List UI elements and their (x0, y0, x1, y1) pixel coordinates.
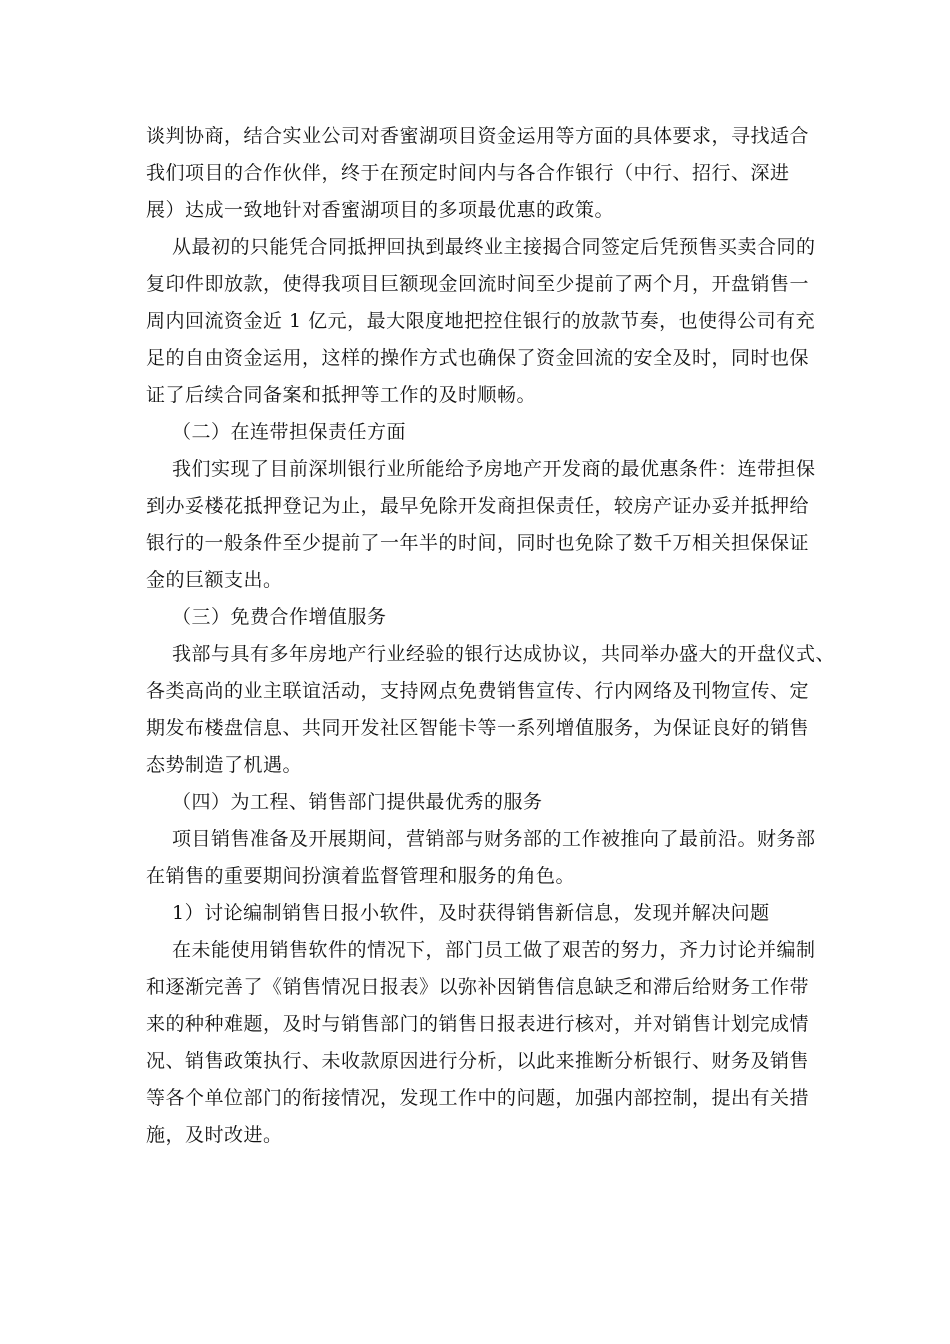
paragraph-line: 等各个单位部门的衔接情况，发现工作中的问题，加强内部控制，提出有关措 (146, 1087, 810, 1109)
paragraph-line: 来的种种难题，及时与销售部门的销售日报表进行核对，并对销售计划完成情 (146, 1013, 810, 1035)
paragraph-line: 谈判协商，结合实业公司对香蜜湖项目资金运用等方面的具体要求，寻找适合 (146, 125, 810, 147)
paragraph-line: 我们项目的合作伙伴，终于在预定时间内与各合作银行（中行、招行、深进 (146, 162, 790, 184)
paragraph-line: 金的巨额支出。 (146, 569, 283, 591)
paragraph-line: 从最初的只能凭合同抵押回执到最终业主接揭合同签定后凭预售买卖合同的 (172, 236, 816, 258)
paragraph-line: 我部与具有多年房地产行业经验的银行达成协议，共同举办盛大的开盘仪式、 (172, 643, 836, 665)
paragraph-line: 展）达成一致地针对香蜜湖项目的多项最优惠的政策。 (146, 199, 615, 221)
paragraph-line: 我们实现了目前深圳银行业所能给予房地产开发商的最优惠条件：连带担保 (172, 458, 816, 480)
paragraph-line: 各类高尚的业主联谊活动，支持网点免费销售宣传、行内网络及刊物宣传、定 (146, 680, 810, 702)
paragraph-line: 银行的一般条件至少提前了一年半的时间，同时也免除了数千万相关担保保证 (146, 532, 810, 554)
paragraph-line: 在未能使用销售软件的情况下，部门员工做了艰苦的努力，齐力讨论并编制 (172, 939, 816, 961)
paragraph-line: 期发布楼盘信息、共同开发社区智能卡等一系列增值服务，为保证良好的销售 (146, 717, 810, 739)
paragraph-line: 足的自由资金运用，这样的操作方式也确保了资金回流的安全及时，同时也保 (146, 347, 810, 369)
paragraph-line: 和逐渐完善了《销售情况日报表》以弥补因销售信息缺乏和滞后给财务工作带 (146, 976, 810, 998)
paragraph-line: 周内回流资金近 1 亿元，最大限度地把控住银行的放款节奏，也使得公司有充 (146, 310, 816, 332)
paragraph-line: 到办妥楼花抵押登记为止，最早免除开发商担保责任，较房产证办妥并抵押给 (146, 495, 810, 517)
paragraph-line: 况、销售政策执行、未收款原因进行分析，以此来推断分析银行、财务及销售 (146, 1050, 810, 1072)
paragraph-line: 态势制造了机遇。 (146, 754, 303, 776)
section-heading: （三）免费合作增值服务 (172, 606, 387, 628)
section-heading: （二）在连带担保责任方面 (172, 421, 407, 443)
subsection-heading: 1）讨论编制销售日报小软件，及时获得销售新信息，发现并解决问题 (172, 902, 770, 924)
paragraph-line: 复印件即放款，使得我项目巨额现金回流时间至少提前了两个月，开盘销售一 (146, 273, 810, 295)
paragraph-line: 施，及时改进。 (146, 1124, 283, 1146)
paragraph-line: 项目销售准备及开展期间，营销部与财务部的工作被推向了最前沿。财务部 (172, 828, 816, 850)
paragraph-line: 在销售的重要期间扮演着监督管理和服务的角色。 (146, 865, 576, 887)
paragraph-line: 证了后续合同备案和抵押等工作的及时顺畅。 (146, 384, 537, 406)
section-heading: （四）为工程、销售部门提供最优秀的服务 (172, 791, 543, 813)
